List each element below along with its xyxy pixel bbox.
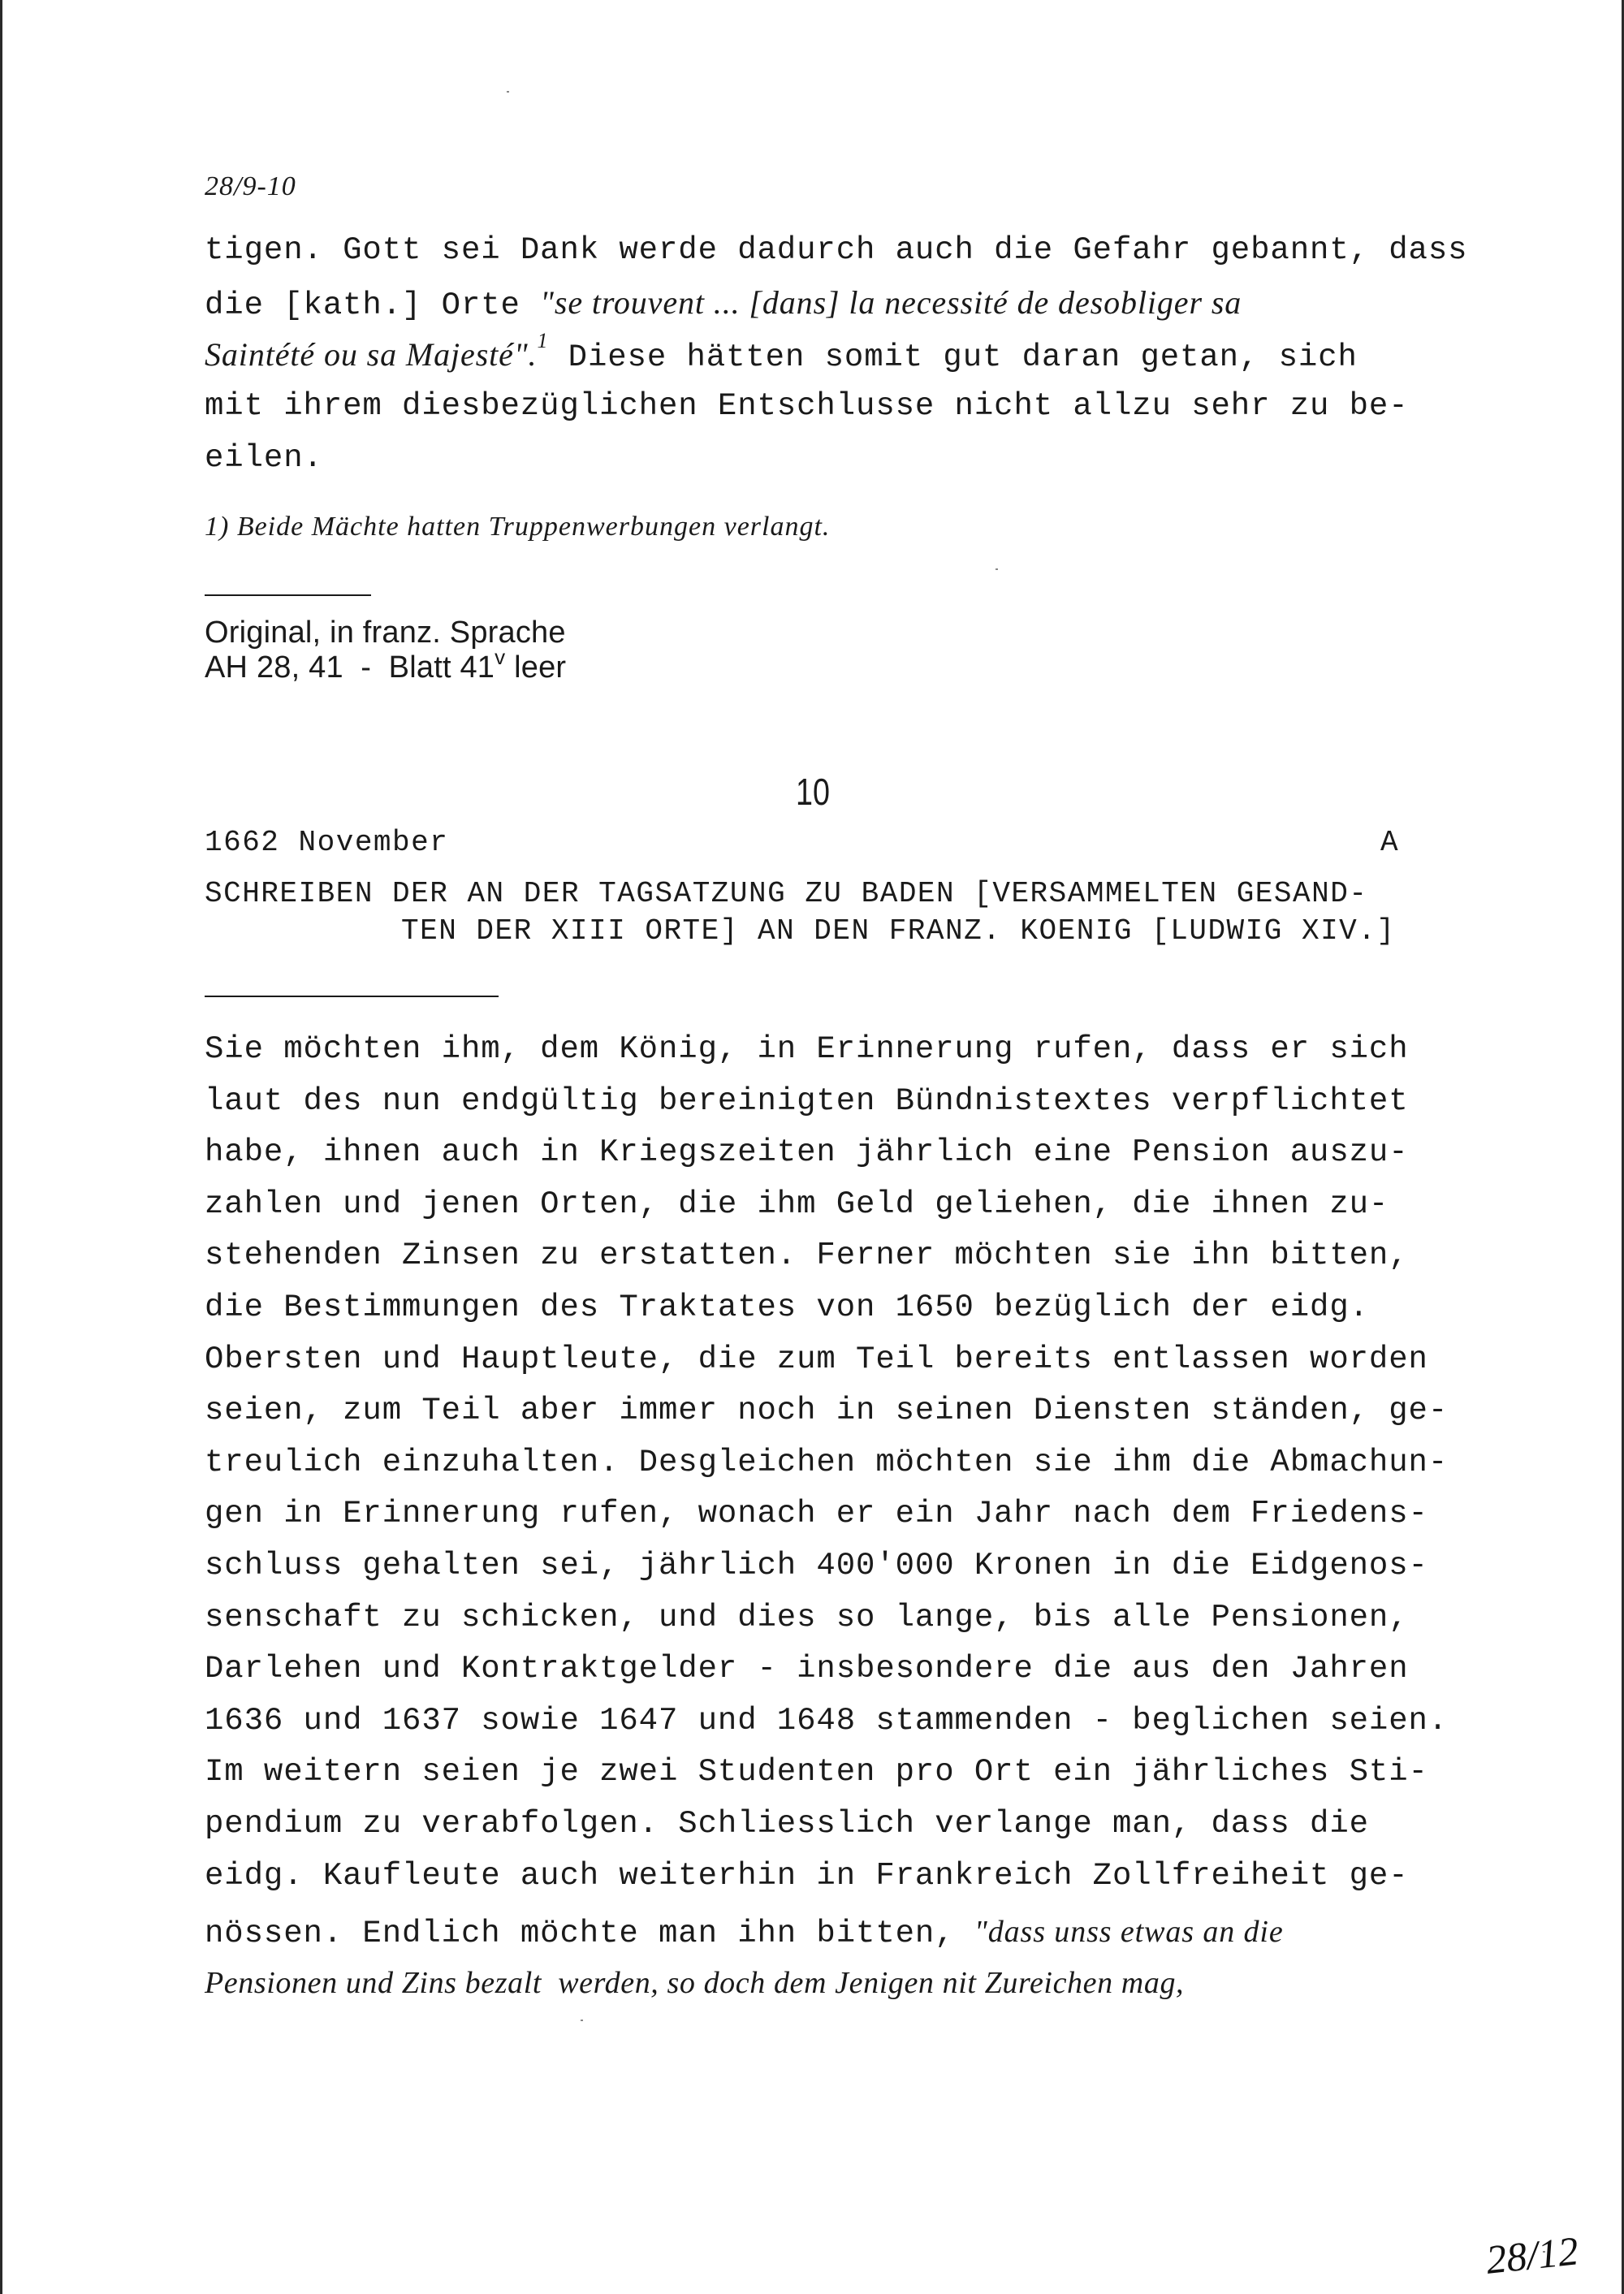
paragraph-line: Im weitern seien je zwei Studenten pro Ort ein jährliches Sti- — [205, 1754, 1428, 1790]
text-span: AH 28, 41 - Blatt 41 — [205, 650, 495, 685]
paragraph-line: zahlen und jenen Orten, die ihm Geld geliehen, die ihnen zu- — [205, 1186, 1389, 1222]
paragraph-line — [205, 1916, 1284, 1950]
paragraph-line: Obersten und Hauptleute, die zum Teil bereits entlassen worden — [205, 1341, 1428, 1377]
paragraph-line: mit ihrem diesbezüglichen Entschlusse nicht allzu sehr zu be- — [205, 388, 1409, 424]
text-span: Diese hätten somit gut daran getan, sich — [548, 339, 1358, 375]
scan-speck — [507, 91, 509, 93]
paragraph-line: seien, zum Teil aber immer noch in seinen Diensten ständen, ge- — [205, 1393, 1449, 1428]
title-divider — [205, 996, 499, 997]
quote-line: Pensionen und Zins bezalt werden, so doch dem Jenigen nit Zureichen mag, — [205, 1966, 1185, 2000]
paragraph-line — [205, 284, 1242, 323]
document-title-line: SCHREIBEN DER AN DER TAGSATZUNG ZU BADEN [VERSAMMELTEN GESAND- — [205, 877, 1368, 910]
paragraph-line: Darlehen und Kontraktgelder - insbesondere die aus den Jahren — [205, 1651, 1409, 1687]
handwritten-page-number: 28/12 — [1484, 2227, 1581, 2283]
page-reference: 28/9-10 — [205, 171, 296, 201]
paragraph-line: tigen. Gott sei Dank werde dadurch auch die Gefahr gebannt, dass — [205, 232, 1468, 268]
source-line: Original, in franz. Sprache — [205, 616, 566, 650]
page-left-edge — [0, 0, 2, 2294]
footnote-marker: 1 — [537, 329, 549, 352]
french-quote-end: Saintété ou sa Majesté". — [205, 336, 538, 373]
paragraph-line — [205, 329, 1358, 375]
source-line — [205, 645, 567, 685]
paragraph-line: eidg. Kaufleute auch weiterhin in Frankreich Zollfreiheit ge- — [205, 1858, 1409, 1894]
paragraph-line: senschaft zu schicken, und dies so lange, bis alle Pensionen, — [205, 1600, 1409, 1635]
paragraph-line: gen in Erinnerung rufen, wonach er ein Jahr nach dem Friedens- — [205, 1496, 1428, 1531]
document-type-marker: A — [1380, 826, 1400, 859]
paragraph-line: treulich einzuhalten. Desgleichen möchten sie ihm die Abmachun- — [205, 1445, 1449, 1480]
text-span: leer — [505, 650, 567, 685]
footnote: 1) Beide Mächte hatten Truppenwerbungen verlangt. — [205, 512, 831, 542]
paragraph-line: eilen. — [205, 440, 323, 476]
text-span: die [kath.] Orte — [205, 287, 541, 323]
paragraph-line: die Bestimmungen des Traktates von 1650 bezüglich der eidg. — [205, 1290, 1369, 1325]
text-span: nössen. Endlich möchte man ihn bitten, — [205, 1916, 974, 1951]
scan-speck — [996, 568, 998, 570]
paragraph-line: stehenden Zinsen zu erstatten. Ferner möchten sie ihn bitten, — [205, 1238, 1409, 1273]
source-divider — [205, 594, 371, 596]
scan-speck — [581, 2020, 583, 2021]
document-number: 10 — [796, 771, 830, 813]
paragraph-line: pendium zu verabfolgen. Schliesslich verlange man, dass die — [205, 1806, 1369, 1842]
paragraph-line: schluss gehalten sei, jährlich 400'000 Kronen in die Eidgenos- — [205, 1548, 1428, 1583]
paragraph-line: Sie möchten ihm, dem König, in Erinnerung rufen, dass er sich — [205, 1031, 1409, 1067]
document-date: 1662 November — [205, 826, 449, 859]
french-quote: "se trouvent ... [dans] la necessité de desobliger sa — [540, 284, 1242, 321]
paragraph-line: laut des nun endgültig bereinigten Bündnistextes verpflichtet — [205, 1083, 1409, 1119]
paragraph-line: habe, ihnen auch in Kriegszeiten jährlich eine Pension auszu- — [205, 1134, 1409, 1170]
quote-start: "dass unss etwas an die — [974, 1915, 1284, 1949]
verso-marker: v — [495, 645, 506, 669]
paragraph-line: 1636 und 1637 sowie 1647 und 1648 stammenden - beglichen seien. — [205, 1703, 1449, 1739]
document-title-line: TEN DER XIII ORTE] AN DEN FRANZ. KOENIG [LUDWIG XIV.] — [401, 914, 1396, 948]
